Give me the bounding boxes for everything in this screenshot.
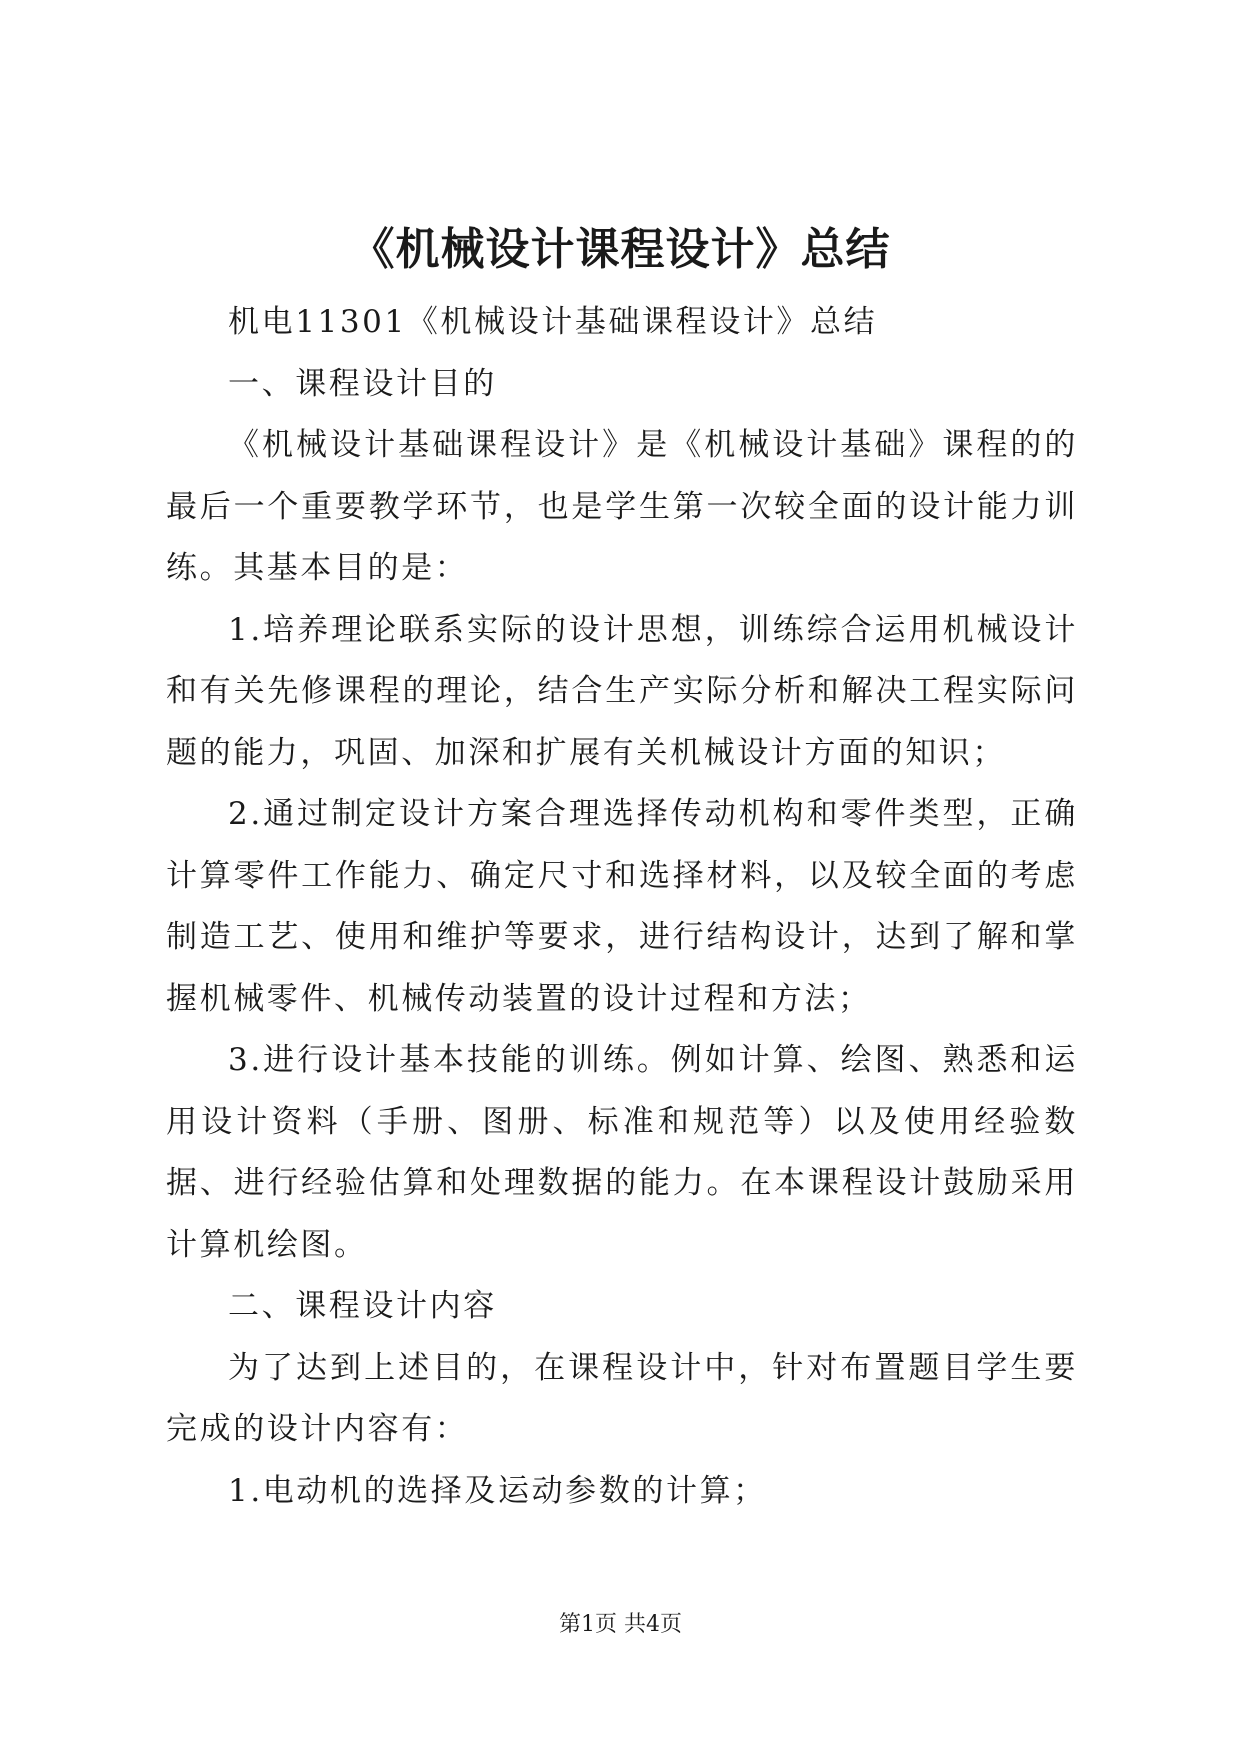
paragraph-item-2: 2.通过制定设计方案合理选择传动机构和零件类型，正确计算零件工作能力、确定尺寸和选择材料，以及较全面的考虑制造工艺、使用和维护等要求，进行结构设计，达到了解和掌握机械零件、机械传动装置的设计过程和方法； (166, 796, 1078, 1017)
document-body (166, 292, 1078, 1522)
document-title: 《机械设计课程设计》总结 (350, 224, 891, 275)
paragraph-item-3: 3.进行设计基本技能的训练。例如计算、绘图、熟悉和运用设计资料（手册、图册、标准和规范等）以及使用经验数据、进行经验估算和处理数据的能力。在本课程设计鼓励采用计算机绘图。 (166, 1042, 1078, 1263)
paragraph-subtitle: 机电11301《机械设计基础课程设计》总结 (228, 304, 878, 340)
page-footer: 第1页 共4页 (559, 1612, 682, 1637)
paragraph-content-intro: 为了达到上述目的，在课程设计中，针对布置题目学生要完成的设计内容有： (166, 1349, 1078, 1447)
paragraph-content-item-1: 1.电动机的选择及运动参数的计算； (228, 1472, 767, 1509)
section-heading-purpose: 一、课程设计目的 (228, 365, 497, 402)
paragraph-intro: 《机械设计基础课程设计》是《机械设计基础》课程的的最后一个重要教学环节，也是学生第一次较全面的设计能力训练。其基本目的是： (166, 427, 1078, 586)
section-heading-content: 二、课程设计内容 (228, 1288, 497, 1324)
paragraph-item-1: 1.培养理论联系实际的设计思想，训练综合运用机械设计和有关先修课程的理论，结合生产实际分析和解决工程实际问题的能力，巩固、加深和扩展有关机械设计方面的知识； (166, 611, 1078, 771)
